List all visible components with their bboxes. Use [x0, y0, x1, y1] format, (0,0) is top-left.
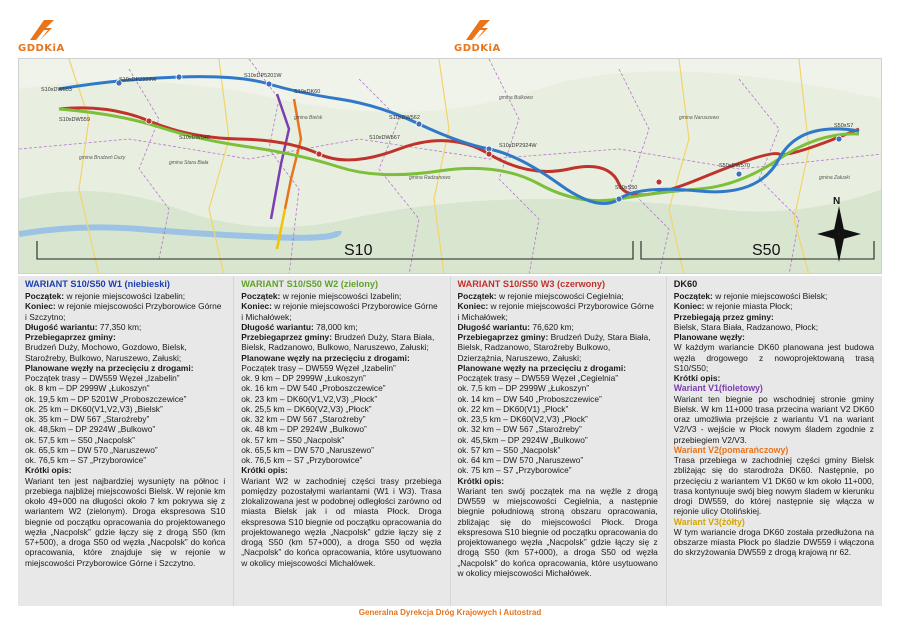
- variant-v2-title: Wariant V2(pomarańczowy): [673, 444, 789, 455]
- description: Wariant W2 w zachodniej części trasy przebiega pomiędzy pozostałymi wariantami (W1 i W3). Trasa zlokalizowana jest w podobnej odległości zarówno od miasta Bielsk jak i od miasta Płock. Droga ekspresowa S10 biegnie od początku opracowania do projektowanego węzła „Nacpolsk” gdzie łączy się z drogą S50 (km 57+000), a droga S50 od węzła „Nacpolsk” do końca opracowania, które usytuowano w okolicy miejscowości Michałówek.: [241, 475, 442, 568]
- list-item: ok. 45,5km – DP 2924W „Bulkowo”: [457, 434, 588, 445]
- column-title: WARIANT S10/S50 W2 (zielony): [241, 279, 379, 289]
- gddkia-logo-left: [18, 18, 65, 54]
- list-item: ok. 19,5 km – DP 5201W „Proboszczewice”: [25, 393, 187, 404]
- node-label: S50xS7: [834, 123, 854, 129]
- list-item: ok. 57,5 km – S50 „Nacpolsk”: [25, 434, 135, 445]
- s50-label: S50: [752, 242, 781, 259]
- list-item: ok. 9 km – DP 2999W „Łukoszyn”: [241, 373, 366, 383]
- variant-columns: [18, 276, 882, 606]
- column-title: WARIANT S10/S50 W1 (niebieski): [25, 279, 170, 289]
- node-label: S10xDW559: [59, 117, 90, 123]
- place-label: gmina Stara Biała: [169, 160, 209, 166]
- node-label: S10xDW540: [179, 135, 210, 141]
- column-title: DK60: [673, 279, 698, 289]
- list-item: ok. 8 km – DP 2999W „Łukoszyn”: [25, 383, 150, 394]
- list-item: ok. 16 km – DW 540 „Proboszczewice”: [241, 383, 386, 394]
- list-item: ok. 76,5 km – S7 „Przyborowice”: [25, 455, 147, 465]
- list-item: Początek trasy – DW559 Węzeł „Izabelin”: [25, 373, 180, 383]
- logo-text: GDDKiA: [454, 43, 501, 54]
- place-label: gmina Radzanowo: [409, 175, 451, 181]
- list-item: ok. 22 km – DK60(V1) „Płock”: [457, 403, 569, 414]
- list-item: Początek trasy – DW559 Węzeł „Izabelin”: [241, 362, 396, 373]
- variant-w1-column: WARIANT S10/S50 W1 (niebieski) Początek: w rejonie miejscowości Izabelin; Koniec: w rejonie miejscowości Przyborowice Górne i Szczytno; Długość wariantu: 77,350 km; Przebiegaprzez gminy: Brudzeń Duży, Mochowo, Gozdowo, Bielsk, Staroźreby, Bulkowo, Naruszewo, Załuski; Planowane węzły na przecięciu z drogami: Początek trasy – DW559 Węzeł „Izabelin” ok. 8 km – DP 2999W „Łukoszyn” ok. 19,5 km – DP 5201W „Proboszczewice” ok. 25 km – DK60(V1,V2,V3) „Bielsk” ok. 35 km – DW 567 „Staroźreby” ok. 48,5km – DP 2924W „Bulkowo” ok. 57,5 km – S50 „Nacpolsk” ok. 65,5 km – DW 570 „Naruszewo” ok. 76,5 km – S7 „Przyborowice” Krótki opis: Wariant ten jest najbardziej wysunięty na północ i przebiega najbliżej miejscowości Bielsk. W rejonie km około 49+000 na długości około 7 km pokrywa się z wariantem W2 (zielonym). Droga ekspresowa S10 biegnie od początku opracowania do projektowanego węzła „Nacpolsk” gdzie łączy się z drogą S50 (km 57+500), a droga S50 od węzła „Nacpolsk” do końca opracowania, które znajduje się w rejonie w miejscowości Przyborowice Górne i Szczytno.: [25, 279, 226, 568]
- list-item: ok. 48 km – DP 2924W „Bulkowo”: [241, 424, 367, 435]
- list-item: Początek trasy – DW559 Węzeł „Cegielnia”: [457, 373, 619, 383]
- place-label: gmina Naruszewo: [679, 115, 720, 121]
- svg-text:N: N: [833, 196, 841, 207]
- node-label: S10xDP2924W: [499, 143, 537, 149]
- s10-label: S10: [344, 242, 373, 259]
- list-item: ok. 25,5 km – DK60(V2,V3) „Płock”: [241, 403, 372, 414]
- list-item: ok. 57 km – S50 „Nacpolsk”: [457, 444, 561, 455]
- list-item: ok. 57 km – S50 „Nacpolsk”: [241, 434, 345, 445]
- description: Trasa przebiega w zachodniej części gminy Bielsk zbliżając się do starodroża DK60. Następnie, po przecięciu z wariantem V1 DK60 w km około 11+000, trasa kontynuuje swój bieg nowym śladem w kierunku drogi DW559, do której następnie się włącza w rejonie ulicy Otolińskiej.: [673, 455, 874, 517]
- place-label: gmina Brudzeń Duży: [79, 155, 126, 161]
- node-list: [458, 373, 658, 476]
- list-item: ok. 25 km – DK60(V1,V2,V3) „Bielsk”: [25, 403, 163, 414]
- description: W tym wariancie droga DK60 została przedłużona na obszarze miasta Płock po śladzie DW559 i włączona do skrzyżowania DW559 z drogą krajową nr 62.: [673, 526, 874, 558]
- map-svg: [19, 59, 882, 274]
- node-label: S10xS50: [615, 185, 638, 191]
- list-item: ok. 35 km – DW 567 „Staroźreby”: [25, 414, 150, 424]
- node-list: [25, 373, 225, 465]
- variant-v1-title: Wariant V1(fioletowy): [673, 383, 763, 394]
- place-label: gmina Bielsk: [294, 115, 323, 121]
- list-item: ok. 75 km – S7 „Przyborowice”: [457, 465, 572, 476]
- node-label: S10xDW562: [389, 115, 420, 121]
- list-item: ok. 23 km – DK60(V1,V2,V3) „Płock”: [241, 393, 378, 404]
- variant-w2-column: WARIANT S10/S50 W2 (zielony) Początek: w rejonie miejscowości Izabelin; Koniec: w rejonie miejscowości Przyborowice Górne i Michałówek; Długość wariantu: 78,000 km; Przebiegaprzez gminy: Brudzeń Duży, Stara Biała, Bielsk, Radzanowo, Bulkowo, Naruszewo, Załuski; Planowane węzły na przecięciu z drogami: Początek trasy – DW559 Węzeł „Izabelin” ok. 9 km – DP 2999W „Łukoszyn” ok. 16 km – DW 540 „Proboszczewice” ok. 23 km – DK60(V1,V2,V3) „Płock” ok. 25,5 km – DK60(V2,V3) „Płock” ok. 32 km – DW 567 „Staroźreby” ok. 48 km – DP 2924W „Bulkowo” ok. 57 km – S50 „Nacpolsk” ok. 65,5 km – DW 570 „Naruszewo” ok. 76,5 km – S7 „Przyborowice” Krótki opis: Wariant W2 w zachodniej części trasy przebiega pomiędzy pozostałymi wariantami (W1 i W3). Trasa zlokalizowana jest w podobnej odległości zarówno od miasta Bielsk jak i od miasta Płock. Droga ekspresowa S10 biegnie od początku opracowania do projektowanego węzła „Nacpolsk” gdzie łączy się z drogą S50 (km 57+000), a droga S50 od węzła „Nacpolsk” do końca opracowania, które usytuowano w okolicy miejscowości Michałówek.: [233, 276, 449, 606]
- column-title: WARIANT S10/S50 W3 (czerwony): [457, 279, 606, 289]
- list-item: ok. 76,5 km – S7 „Przyborowice”: [241, 455, 363, 465]
- list-item: ok. 64 km – DW 570 „Naruszewo”: [457, 455, 584, 465]
- node-label: S10xDW553: [41, 87, 72, 93]
- node-label: S10xDK60: [294, 89, 321, 95]
- list-item: ok. 23,5 km – DK60(V2,V3) „Płock”: [457, 414, 588, 424]
- node-list: [241, 363, 441, 466]
- dk60-column: DK60 Początek: w rejonie miejscowości Bielsk; Koniec: w rejonie miasta Płock; Przebiegają przez gminy: Bielsk, Stara Biała, Radzanowo, Płock; Planowane węzły: W każdym wariancie DK60 planowana jest budowa węzła drogowego z nowoprojektowaną trasą S10/S50; Krótki opis: Wariant V1(fioletowy) Wariant ten biegnie po wschodniej stronie gminy Bielsk. W km 11+000 trasa przecina wariant V2 DK60 oraz umożliwia przejście z wariantu V1 na wariant V2/V3 - wejście w Płock nowym śladem zgodnie z przebiegiem V2/V3. Wariant V2(pomarańczowy) Trasa przebiega w zachodniej części gminy Bielsk zbliżając się do starodroża DK60. Następnie, po przecięciu z wariantem V1 DK60 w km około 11+000, trasa kontynuuje swój bieg nowym śladem w kierunku drogi DW559, do której następnie się włącza w rejonie ulicy Otolińskiej. Wariant V3(żółty) W tym wariancie droga DK60 została przedłużona na obszarze miasta Płock po śladzie DW559 i włączona do skrzyżowania DW559 z drogą krajową nr 62.: [666, 276, 882, 606]
- list-item: ok. 14 km – DW 540 „Proboszczewice”: [457, 393, 602, 404]
- list-item: ok. 48,5km – DP 2924W „Bulkowo”: [25, 424, 156, 435]
- place-label: gmina Bulkowo: [499, 95, 533, 101]
- description: Wariant ten jest najbardziej wysunięty na północ i przebiega najbliżej miejscowości Bielsk. W rejonie km około 49+000 na długości około 7 km pokrywa się z wariantem W2 (zielonym). Droga ekspresowa S10 biegnie od początku opracowania do projektowanego węzła „Nacpolsk” gdzie łączy się z drogą S50 (km 57+500), a droga S50 od węzła „Nacpolsk” do końca opracowania, które znajduje się w rejonie w miejscowości Przyborowice Górne i Szczytno.: [25, 475, 226, 568]
- node-label: S10xDP2999W: [119, 77, 157, 83]
- gddkia-logo-icon: [460, 18, 494, 42]
- node-label: S10xDP5201W: [244, 73, 282, 79]
- node-label: S50xDW570: [719, 163, 750, 169]
- list-item: ok. 65,5 km – DW 570 „Naruszewo”: [241, 444, 374, 455]
- gddkia-logo-right: [454, 18, 501, 54]
- gddkia-logo-icon: [24, 18, 58, 42]
- place-label: gmina Załuski: [819, 175, 850, 181]
- variant-w3-column: WARIANT S10/S50 W3 (czerwony) Początek: w rejonie miejscowości Cegielnia; Koniec: w rejonie miejscowości Przyborowice Górne i Michałówek; Długość wariantu: 76,620 km; Przebiegaprzez gminy: Brudzeń Duży, Stara Biała, Bielsk, Radzanowo, Staroźreby Bulkowo, Dzierzążnia, Naruszewo, Załuski; Planowane węzły na przecięciu z drogami: Początek trasy – DW559 Węzeł „Cegielnia” ok. 7,5 km – DP 2999W „Łukoszyn” ok. 14 km – DW 540 „Proboszczewice” ok. 22 km – DK60(V1) „Płock” ok. 23,5 km – DK60(V2,V3) „Płock” ok. 32 km – DW 567 „Staroźreby” ok. 45,5km – DP 2924W „Bulkowo” ok. 57 km – S50 „Nacpolsk” ok. 64 km – DW 570 „Naruszewo” ok. 75 km – S7 „Przyborowice” Krótki opis: Wariant ten swój początek ma na węźle z drogą DW559 w miejscowości Cegielnia, a następnie biegnie południową stroną obszaru opracowania, zbliżając się do miejscowości Płock. Droga ekspresowa S10 biegnie od początku opracowania do projektowanego węzła „Nacpolsk” gdzie łączy się z drogą S50 (km 57+000), a droga S50 od węzła „Nacpolsk” do końca opracowania, które usytuowano w okolicy miejscowości Michałówek.: [450, 276, 666, 606]
- footer-text: Generalna Dyrekcja Dróg Krajowych i Autostrad: [358, 608, 542, 617]
- description: Wariant ten swój początek ma na węźle z drogą DW559 w miejscowości Cegielnia, a następnie biegnie południową stroną obszaru opracowania, zbliżając się do miejscowości Płock. Droga ekspresowa S10 biegnie od początku opracowania do projektowanego węzła „Nacpolsk” gdzie łączy się z drogą S50 (km 57+000), a droga S50 od węzła „Nacpolsk” do końca opracowania, które usytuowano w okolicy miejscowości Michałówek.: [457, 485, 658, 578]
- description: Wariant ten biegnie po wschodniej stronie gminy Bielsk. W km 11+000 trasa przecina wariant V2 DK60 oraz umożliwia przejście z wariantu V1 na wariant V2/V3 - wejście w Płock nowym śladem zgodnie z przebiegiem V2/V3.: [673, 393, 874, 445]
- list-item: ok. 65,5 km – DW 570 „Naruszewo”: [25, 444, 158, 455]
- variant-v3-title: Wariant V3(żółty): [673, 516, 745, 527]
- route-map: [18, 58, 882, 274]
- list-item: ok. 32 km – DW 567 „Staroźreby”: [457, 424, 582, 435]
- logo-text: GDDKiA: [18, 43, 65, 54]
- list-item: ok. 32 km – DW 567 „Staroźreby”: [241, 414, 366, 424]
- node-label: S10xDW567: [369, 135, 400, 141]
- list-item: ok. 7,5 km – DP 2999W „Łukoszyn”: [457, 383, 590, 394]
